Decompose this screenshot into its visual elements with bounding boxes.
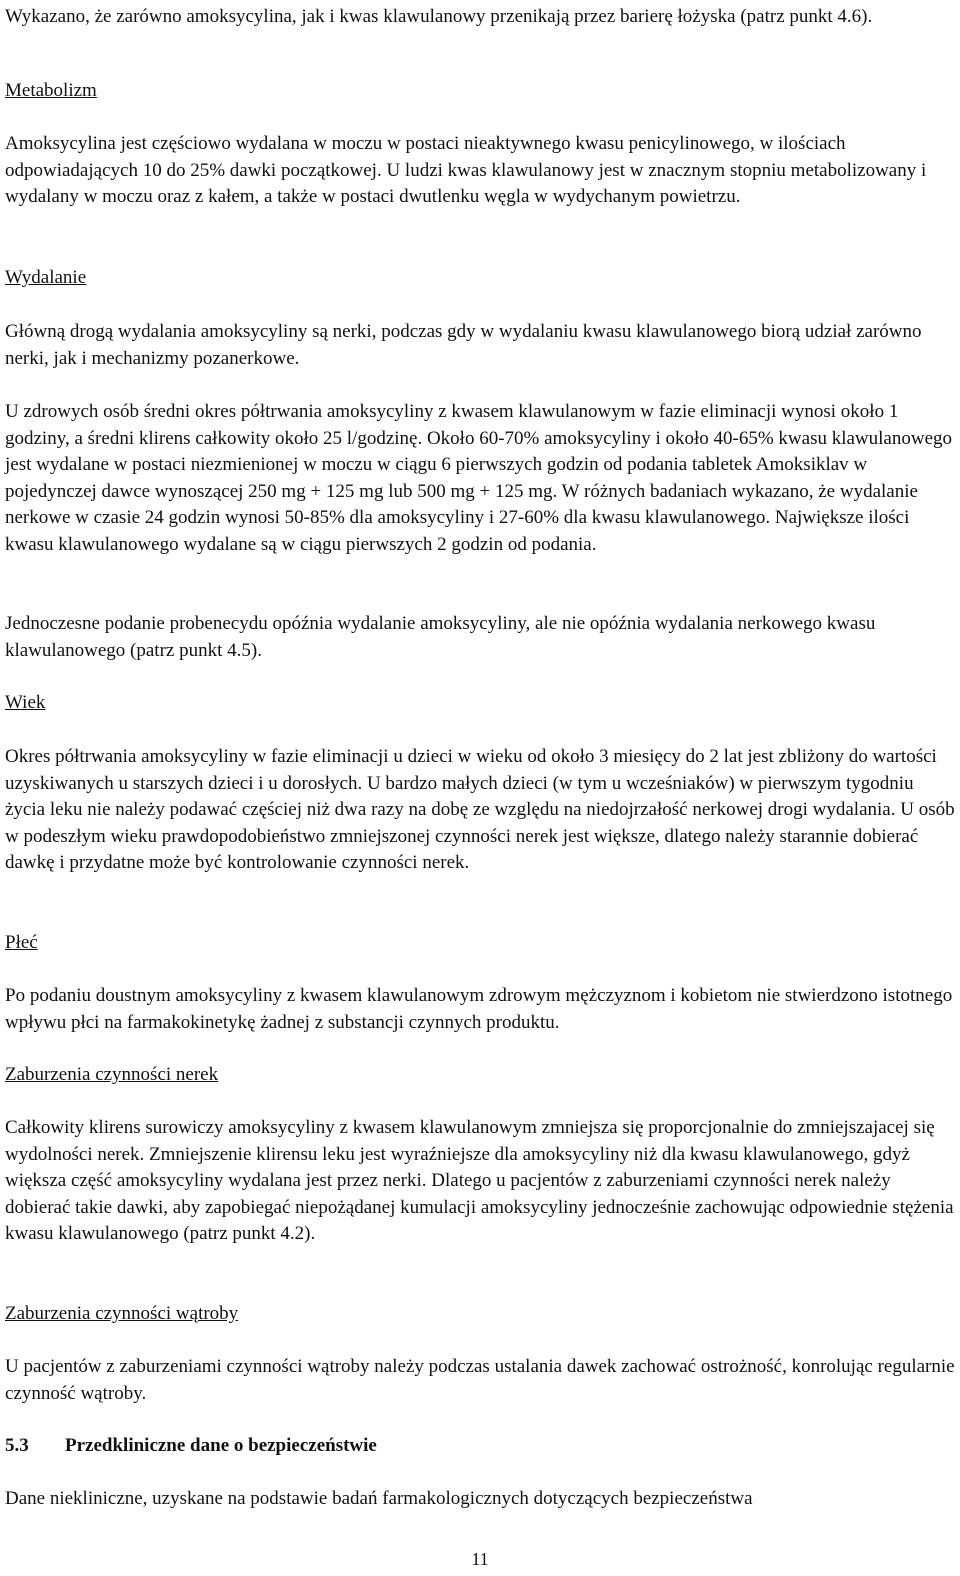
heading-zaburzenia-watroby: Zaburzenia czynności wątroby [5,1303,239,1324]
heading-plec: Płeć [5,932,38,953]
metabolism-paragraph: Amoksycylina jest częściowo wydalana w moczu w postaci nieaktywnego kwasu penicylinowego, w ilościach odpowiadających 10 do 25% dawki początkowej. U ludzi kwas klawulanowy jest w znacznym stopniu metabolizowany i wydalany w moczu oraz z kałem, a także w postaci dwutlenku węgla w wydychanym powietrzu. [5,133,927,207]
hepatic-paragraph: U pacjentów z zaburzeniami czynności wątroby należy podczas ustalania dawek zachować ostrożność, konrolując regularnie czynność wątroby. [5,1356,955,1404]
section-5-3-paragraph: Dane niekliniczne, uzyskane na podstawie badań farmakologicznych dotyczących bezpieczeństwa [5,1488,753,1509]
sex-paragraph: Po podaniu doustnym amoksycyliny z kwasem klawulanowym zdrowym mężczyznom i kobietom nie stwierdzono istotnego wpływu płci na farmakokinetykę żadnej z substancji czynnych produktu. [5,985,953,1033]
page-number: 11 [471,1549,489,1569]
heading-zaburzenia-nerek: Zaburzenia czynności nerek [5,1064,219,1085]
excretion-paragraph-2: U zdrowych osób średni okres półtrwania amoksycyliny z kwasem klawulanowym w fazie eliminacji wynosi około 1 godziny, a średni klirens całkowity około 25 l/godzinę. Około 60-70% amoksycyliny i około 40-65% kwasu klawulanowego jest wydalane w postaci niezmienionej w moczu w ciągu 6 pierwszych godzin od podania tabletek Amoksiklav w pojedynczej dawce wynoszącej 250 mg + 125 mg lub 500 mg + 125 mg. W różnych badaniach wykazano, że wydalanie nerkowe w czasie 24 godzin wynosi 50-85% dla amoksycyliny i 27-60% dla kwasu klawulanowego. Największe ilości kwasu klawulanowego wydalane są w ciągu pierwszych 2 godzin od podania. [5,401,953,555]
heading-wiek: Wiek [5,692,46,713]
renal-paragraph: Całkowity klirens surowiczy amoksycyliny z kwasem klawulanowym zmniejsza się proporcjonalnie do zmniejszajacej się wydolności nerek. Zmniejszenie klirensu leku jest wyraźniejsze dla amoksycyliny niż dla kwasu klawulanowego, gdyż większa część amoksycyliny wydalana jest przez nerki. Dlatego u pacjentów z zaburzeniami czynności nerek należy dobierać takie dawki, aby zapobiegać niepożądanej kumulacji amoksycyliny jednocześnie zachowując odpowiednie stężenia kwasu klawulanowego (patrz punkt 4.2). [5,1117,954,1244]
heading-wydalanie: Wydalanie [5,267,87,288]
section-heading-5-3 [5,1433,377,1460]
excretion-paragraph-3: Jednoczesne podanie probenecydu opóźnia wydalanie amoksycyliny, ale nie opóźnia wydalania nerkowego kwasu klawulanowego (patrz punkt 4.5). [5,613,876,661]
excretion-paragraph-1: Główną drogą wydalania amoksycyliny są nerki, podczas gdy w wydalaniu kwasu klawulanowego biorą udział zarówno nerki, jak i mechanizmy pozanerkowe. [5,321,922,369]
section-title: Przedkliniczne dane o bezpieczeństwie [65,1435,377,1456]
age-paragraph: Okres półtrwania amoksycyliny w fazie eliminacji u dzieci w wieku od około 3 miesięcy do 2 lat jest zbliżony do wartości uzyskiwanych u starszych dzieci i u dorosłych. U bardzo małych dzieci (w tym u wcześniaków) w pierwszym tygodniu życia leku nie należy podawać częściej niż dwa razy na dobę ze względu na niedojrzałość nerkowej drogi wydalania. U osób w podeszłym wieku prawdopodobieństwo zmniejszonej czynności nerek jest większe, dlatego należy starannie dobierać dawkę i przydatne może być kontrolowanie czynności nerek. [5,746,955,873]
heading-metabolizm: Metabolizm [5,80,97,101]
intro-paragraph: Wykazano, że zarówno amoksycylina, jak i kwas klawulanowy przenikają przez barierę łożyska (patrz punkt 4.6). [5,6,873,27]
section-number: 5.3 [5,1435,29,1456]
